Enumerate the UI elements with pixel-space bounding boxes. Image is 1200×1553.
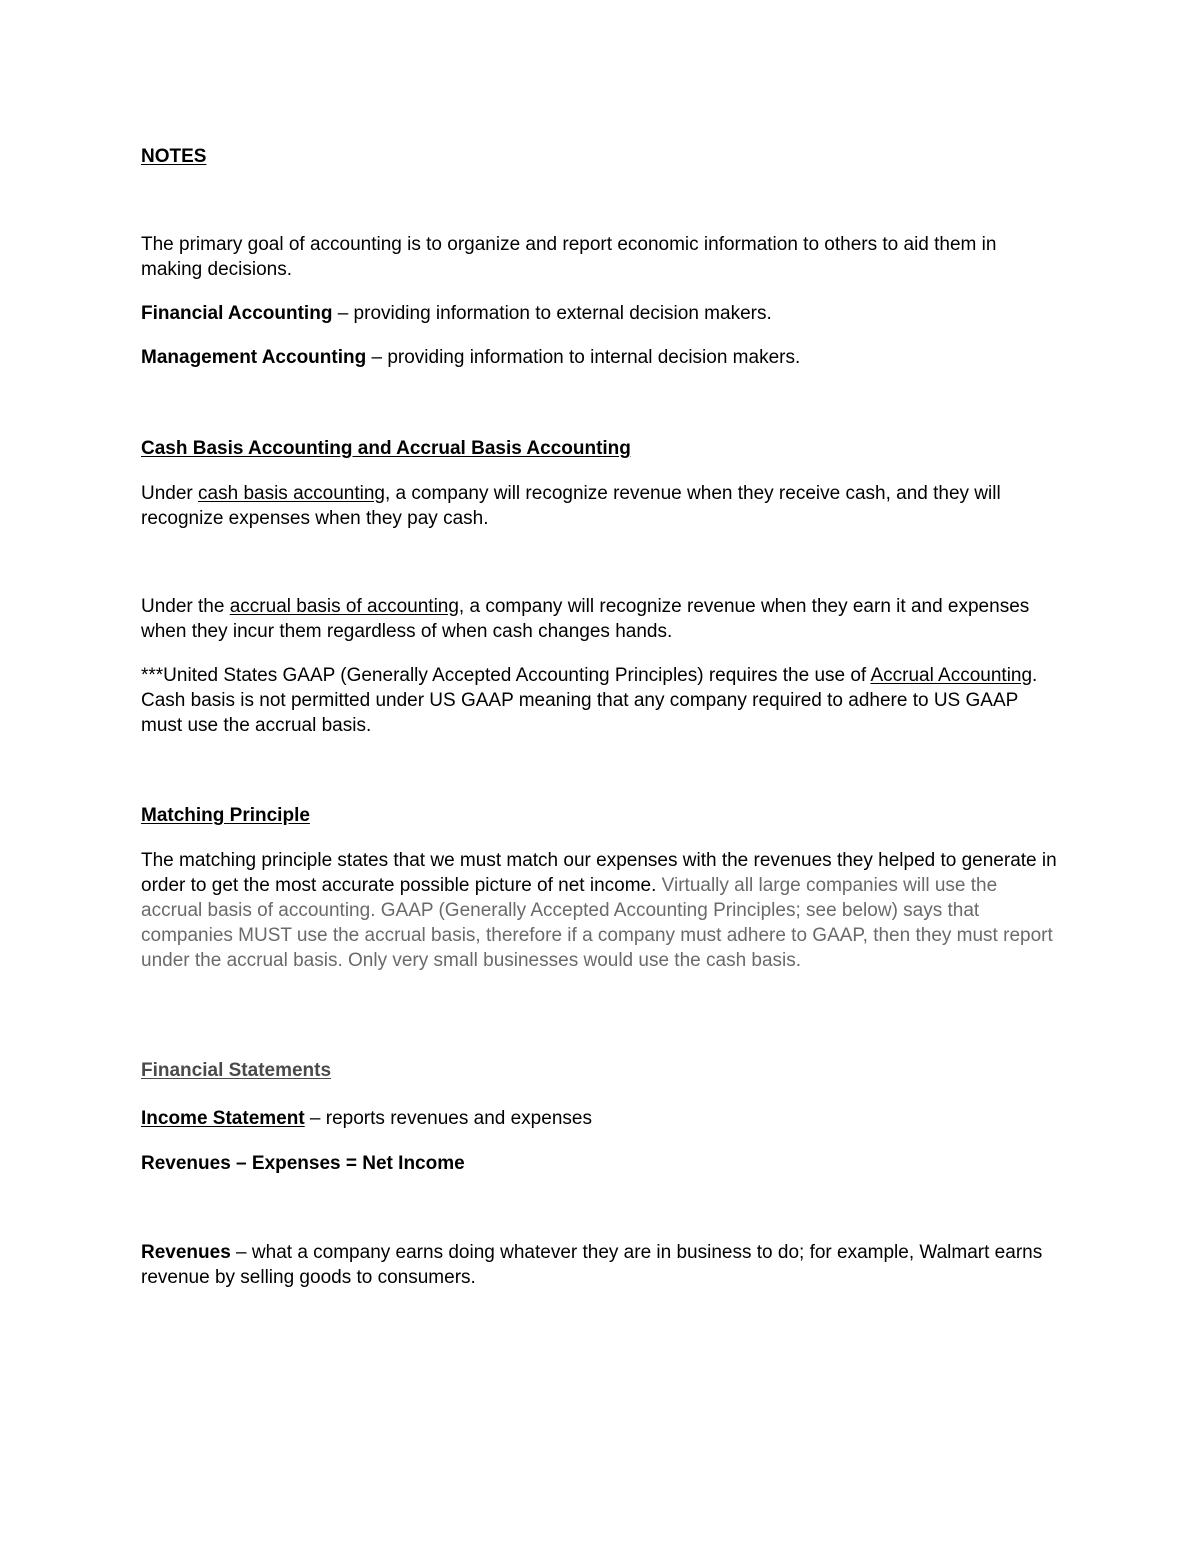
- gaap-suffix: . Cash basis is not permitted under US GAAP meaning that any company required to adhere to US GAAP must use the accrual basis.: [141, 665, 1038, 736]
- accrual-basis-suffix: , a company will recognize revenue when they earn it and expenses when they incur them regardless of when cash changes hands.: [141, 596, 1030, 642]
- accrual-basis-paragraph: [141, 594, 1061, 644]
- notes-heading: NOTES: [141, 146, 207, 167]
- matching-principle-paragraph: [141, 848, 1061, 973]
- revenues-text: – what a company earns doing whatever they are in business to do; for example, Walmart earns revenue by selling goods to consumers.: [141, 1242, 1043, 1288]
- gaap-paragraph: [141, 663, 1061, 738]
- matching-principle-gray-text: Virtually all large companies will use the accrual basis of accounting. GAAP (Generally Accepted Accounting Principles; see below) says that companies MUST use the accrual basis, therefore if a company must adhere to GAAP, then they must report under the accrual basis. Only very small businesses would use the cash basis.: [141, 875, 1053, 971]
- financial-accounting-term: Financial Accounting: [141, 303, 333, 324]
- cash-basis-term: cash basis accounting: [198, 483, 385, 504]
- cash-basis-suffix: , a company will recognize revenue when they receive cash, and they will recognize expenses when they pay cash.: [141, 483, 1001, 529]
- matching-principle-text: The matching principle states that we must match our expenses with the revenues they helped to generate in order to get the most accurate possible picture of net income.: [141, 850, 1057, 896]
- revenues-term: Revenues: [141, 1242, 231, 1263]
- income-statement-term: Income Statement: [141, 1108, 305, 1129]
- financial-statements-heading: Financial Statements: [141, 1060, 332, 1081]
- accrual-basis-term: accrual basis of accounting: [229, 596, 459, 617]
- intro-paragraph: The primary goal of accounting is to organize and report economic information to others to aid them in making decisions.: [141, 234, 997, 280]
- financial-accounting-text: – providing information to external decision makers.: [332, 303, 772, 324]
- income-statement-definition: [141, 1106, 1061, 1131]
- cash-accrual-heading: Cash Basis Accounting and Accrual Basis Accounting: [141, 438, 631, 459]
- gaap-accrual-term: Accrual Accounting: [870, 665, 1033, 686]
- management-accounting-text: – providing information to internal decision makers.: [366, 347, 801, 368]
- management-accounting-definition: [141, 345, 1061, 370]
- matching-principle-heading: Matching Principle: [141, 805, 310, 826]
- accrual-basis-prefix: Under the: [141, 596, 230, 617]
- cash-basis-prefix: Under: [141, 483, 199, 504]
- revenues-definition: [141, 1240, 1061, 1290]
- cash-basis-paragraph: [141, 481, 1061, 531]
- income-statement-text: – reports revenues and expenses: [304, 1108, 592, 1129]
- financial-accounting-definition: [141, 301, 1061, 326]
- gaap-prefix: ***United States GAAP (Generally Accepted Accounting Principles) requires the use of: [141, 665, 871, 686]
- net-income-equation: Revenues – Expenses = Net Income: [141, 1153, 465, 1174]
- management-accounting-term: Management Accounting: [141, 347, 367, 368]
